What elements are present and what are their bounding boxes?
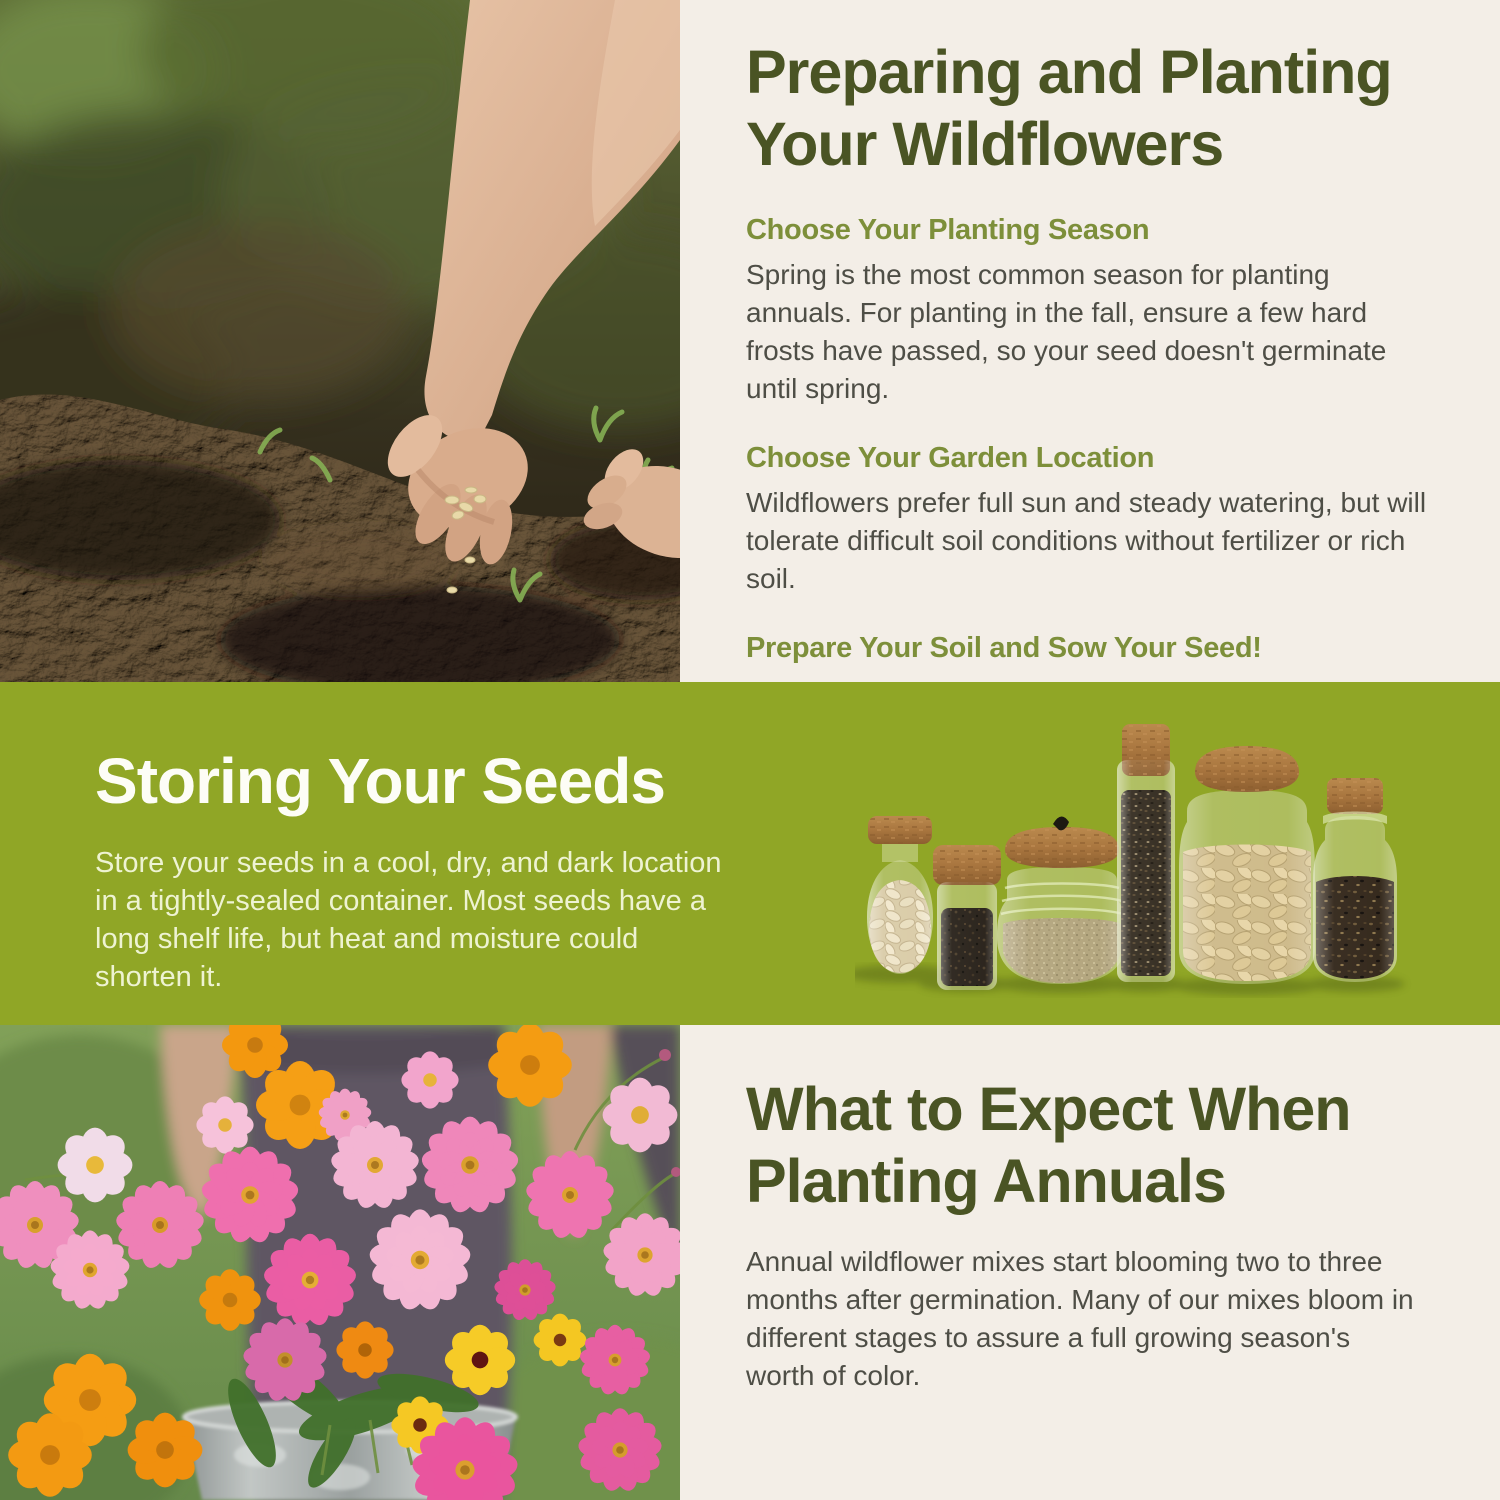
soil-sowing-photo	[0, 0, 680, 682]
jar-tall-cylinder	[1117, 724, 1175, 982]
section-heading: Choose Your Garden Location	[746, 442, 1155, 474]
flower-bouquet-photo	[0, 1025, 680, 1500]
soil-photo-illustration	[0, 0, 680, 682]
top-title-line1: Preparing and Planting	[746, 38, 1392, 106]
top-title-line2: Your Wildflowers	[746, 110, 1224, 178]
band-body: Store your seeds in a cool, dry, and dark location in a tightly-sealed container. Most seeds have a long shelf life, but heat and moisture could shorten it.	[95, 847, 722, 993]
preparing-planting-panel	[680, 0, 1500, 682]
jar-pumpkin-seeds	[1179, 746, 1315, 984]
bottom-title	[746, 1073, 1446, 1217]
section-body: Spring is the most common season for planting annuals. For planting in the fall, ensure a few hard frosts have passed, so your seed doesn't germinate until spring.	[746, 259, 1387, 404]
section-heading: Choose Your Planting Season	[746, 214, 1150, 246]
storing-seeds-text	[95, 744, 735, 996]
top-title	[746, 36, 1446, 180]
section-garden-location	[746, 441, 1446, 598]
seed-jars-photo	[855, 712, 1430, 1012]
band-title: Storing Your Seeds	[95, 745, 665, 817]
jar-sandy-seeds	[997, 816, 1127, 984]
section-body: Wildflowers prefer full sun and steady watering, but will tolerate difficult soil conditions without fertilizer or rich soil.	[746, 487, 1427, 594]
jar-mixed-seeds	[1313, 778, 1397, 982]
section-planting-season	[746, 213, 1446, 408]
bottom-title-line2: Planting Annuals	[746, 1147, 1226, 1215]
bottom-body: Annual wildflower mixes start blooming two to three months after germination. Many of our mixes bloom in different stages to assure a full growing season's worth of color.	[746, 1246, 1414, 1391]
bottom-title-line1: What to Expect When	[746, 1075, 1351, 1143]
flower-bouquet-illustration	[0, 1025, 680, 1500]
seed-jars-illustration	[855, 712, 1430, 1012]
what-to-expect-panel	[680, 1025, 1500, 1500]
jar-dark-seeds	[933, 845, 1001, 990]
jar-white-beans	[867, 816, 933, 974]
section-heading: Prepare Your Soil and Sow Your Seed!	[746, 632, 1262, 664]
